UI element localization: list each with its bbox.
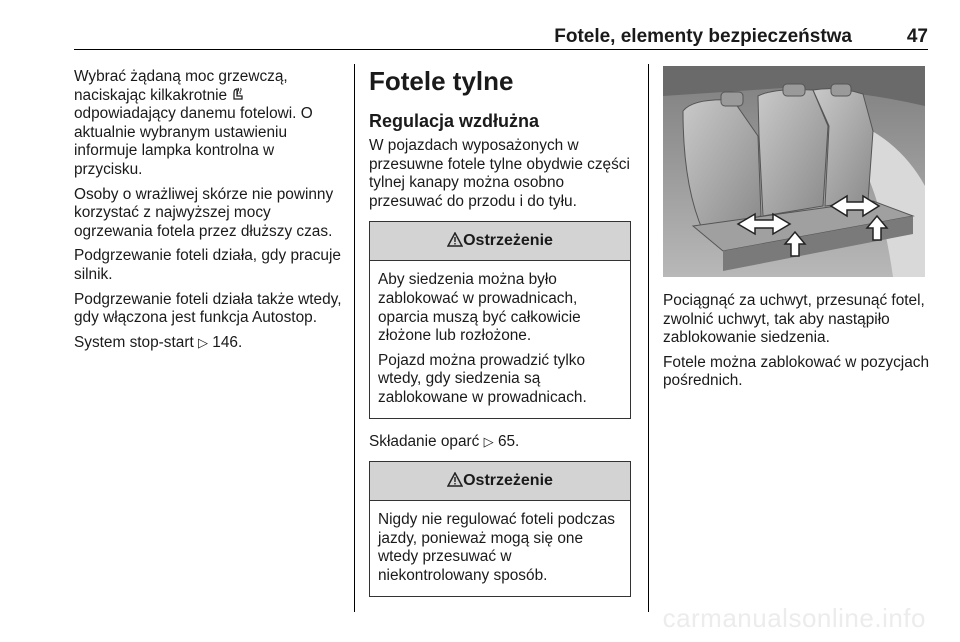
page-number: 47 — [906, 26, 928, 47]
page-reference-icon: ▷ — [198, 334, 209, 350]
rear-seat-illustration — [663, 66, 925, 277]
column-3 — [663, 292, 933, 397]
instruction-paragraph: Pociągnąć za uchwyt, przesunąć fotel, zwolnić uchwyt, tak aby nastąpiło zablokowanie siedzenia. — [663, 292, 925, 347]
warning-icon — [447, 472, 463, 489]
folding-reference: Składanie oparć ▷ 65. — [369, 432, 520, 450]
intermediate-positions-paragraph: Fotele można zablokować w pozycjach pośrednich. — [663, 353, 930, 390]
warning-text: Pojazd można prowadzić tylko wtedy, gdy siedzenia są zablokowane w prowadnicach. — [378, 351, 587, 406]
section-heading: Fotele tylne — [369, 66, 514, 96]
warning-title: Ostrzeżenie — [463, 472, 553, 490]
seat-heating-icon — [231, 87, 245, 104]
column-divider-1 — [354, 64, 355, 612]
warning-text: Aby siedzenia można było zablokować w prowadnicach, oparcia muszą być całkowicie złożone lub rozłożone. — [378, 271, 581, 345]
warning-title: Ostrzeżenie — [463, 232, 553, 250]
folding-link[interactable]: 65. — [497, 432, 520, 450]
watermark: carmanualsonline.info — [662, 603, 926, 633]
stop-start-reference: System stop-start ▷ 146. — [74, 333, 243, 351]
warning-header — [370, 462, 630, 501]
warning-box-1 — [369, 221, 631, 418]
sensitive-skin-paragraph: Osoby o wrażliwej skórze nie powinny korzystać z najwyższej mocy ogrzewania fotela przez dłuższy czas. — [74, 185, 334, 240]
header-divider — [74, 49, 928, 50]
stop-start-link[interactable]: 146. — [212, 333, 243, 351]
engine-running-paragraph: Podgrzewanie foteli działa, gdy pracuje silnik. — [74, 247, 341, 283]
warning-text: Nigdy nie regulować foteli podczas jazdy, ponieważ mogą się one wtedy przesuwać w niekontrolowany sposób. — [378, 511, 615, 584]
warning-box-2 — [369, 461, 631, 596]
page-header-title: Fotele, elementy bezpieczeństwa — [554, 26, 852, 47]
autostop-paragraph: Podgrzewanie foteli działa także wtedy, gdy włączona jest funkcja Autostop. — [74, 290, 342, 327]
warning-icon — [447, 232, 463, 249]
heated-seat-paragraph: Wybrać żądaną moc grzewczą, naciskając kilkakrotnie odpowiadający danemu fotelowi. O aktualnie wybranym ustawieniu informuje lampka kontrolna w przycisku. — [74, 68, 313, 178]
intro-paragraph: W pojazdach wyposażonych w przesuwne fotele tylne obydwie części tylnej kanapy można osobno przesuwać do przodu i do tyłu. — [369, 137, 630, 210]
column-divider-2 — [648, 64, 649, 612]
column-2 — [369, 66, 631, 611]
subsection-heading: Regulacja wzdłużna — [369, 111, 540, 131]
warning-body — [370, 261, 630, 417]
column-1 — [74, 68, 344, 358]
warning-header — [370, 222, 630, 261]
warning-body — [370, 501, 630, 595]
page-reference-icon: ▷ — [483, 433, 494, 449]
